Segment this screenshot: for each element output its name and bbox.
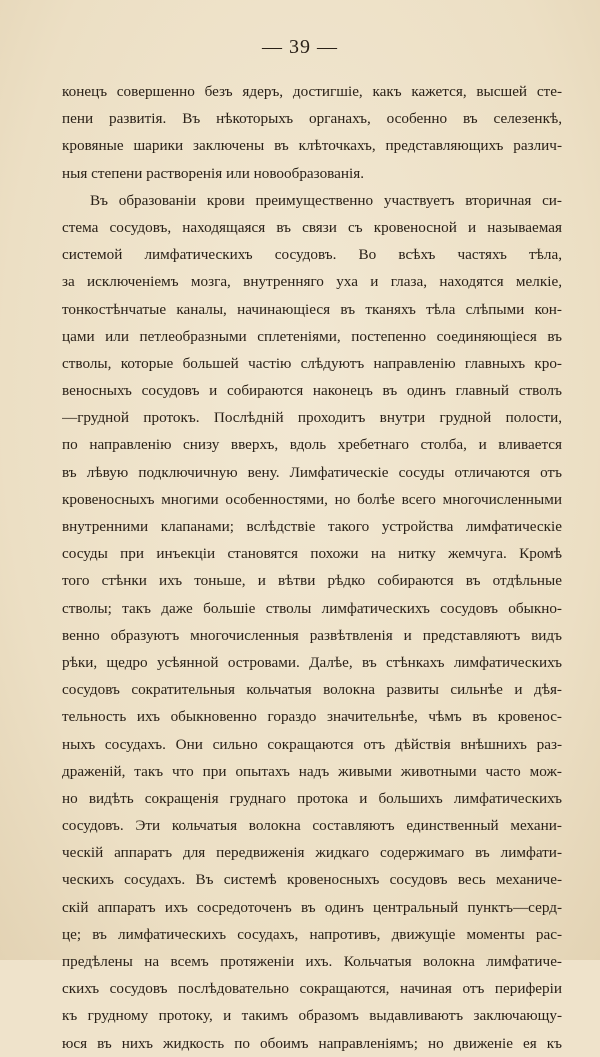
text-line: цами или петлеобразными сплетеніями, постепенно соединяющіеся въ [62, 327, 562, 345]
text-line: въ лѣвую подключичную вену. Лимфатическіе сосуды отличаются отъ [62, 463, 562, 481]
text-line: къ грудному протоку, и такимъ образомъ выдавливаютъ заключающу- [62, 1007, 562, 1025]
text-line: стема сосудовъ, находящаяся въ связи съ кровеносной и называемая [62, 218, 562, 236]
text-line: пени развитія. Въ нѣкоторыхъ органахъ, особенно въ селезенкѣ, [62, 110, 562, 128]
text-line: сосудовъ. Эти кольчатыя волокна составляютъ единственный механи- [62, 817, 562, 835]
text-line: но видѣть сокращенія груднаго протока и большихъ лимфатическихъ [62, 789, 562, 807]
text-line: по направленію снизу вверхъ, вдоль хребетнаго столба, и вливается [62, 436, 562, 454]
text-line: стволы, которые большей частію слѣдуютъ направленію главныхъ кро- [62, 354, 562, 372]
text-line: конецъ совершенно безъ ядеръ, достигшіе, какъ кажется, высшей сте- [62, 83, 562, 100]
text-line: ческій аппаратъ для передвиженія жидкаго содержимаго въ лимфати- [62, 844, 562, 862]
text-line: скихъ сосудовъ послѣдовательно сокращаются, начиная отъ периферіи [62, 980, 562, 998]
text-line: ныхъ сосудахъ. Они сильно сокращаются отъ дѣйствія внѣшнихъ раз- [62, 735, 562, 753]
text-line: стволы; такъ даже большіе стволы лимфатическихъ сосудовъ обыкно- [62, 599, 562, 617]
text-line: того стѣнки ихъ тоньше, и вѣтви рѣдко собираются въ отдѣльные [62, 572, 562, 590]
text-line: юся въ нихъ жидкость по обоимъ направленіямъ; но движеніе ея къ [62, 1034, 562, 1052]
text-line: веносныхъ сосудовъ и собираются наконецъ въ одинъ главный стволъ [62, 382, 562, 400]
text-line: внутренними клапанами; вслѣдствіе такого устройства лимфатическіе [62, 518, 562, 535]
text-line: сосуды при инъекціи становятся похожи на нитку жемчуга. Кромѣ [62, 545, 562, 563]
text-line: предѣлены на всемъ протяженіи ихъ. Кольчатыя волокна лимфатиче- [62, 953, 562, 970]
text-line: драженій, такъ что при опытахъ надъ живыми животными часто мож- [62, 762, 562, 780]
text-line: Въ образованіи крови преимущественно участвуетъ вторичная си- [90, 191, 562, 209]
text-line: системой лимфатическихъ сосудовъ. Во всѣхъ частяхъ тѣла, [62, 246, 562, 264]
text-line: венно образуютъ многочисленныя развѣтвленія и представляютъ видъ [62, 626, 562, 644]
text-line: кровяные шарики заключены въ клѣточкахъ, представляющихъ различ- [62, 137, 562, 155]
text-line: це; въ лимфатическихъ сосудахъ, напротивъ, движущіе моменты рас- [62, 925, 562, 943]
text-line: за исключеніемъ мозга, внутренняго уха и глаза, находятся мелкіе, [62, 273, 562, 291]
page-number: — 39 — [262, 36, 338, 58]
text-line: —грудной протокъ. Послѣдній проходитъ внутри грудной полости, [62, 409, 562, 427]
text-line: тельность ихъ обыкновенно гораздо значительнѣе, чѣмъ въ кровенос- [62, 708, 562, 726]
text-line: рѣки, щедро усѣянной островами. Далѣе, въ стѣнкахъ лимфатическихъ [62, 653, 562, 671]
text-line: ныя степени растворенія или новообразованія. [62, 164, 365, 182]
text-line: сосудовъ сократительныя кольчатыя волокна развиты сильнѣе и дѣя- [62, 681, 562, 699]
text-line: кровеносныхъ многими особенностями, но болѣе всего многочисленными [62, 490, 562, 508]
text-line: скій аппаратъ ихъ сосредоточенъ въ одинъ центральный пунктъ—серд- [62, 898, 562, 916]
text-line: ческихъ сосудахъ. Въ системѣ кровеносныхъ сосудовъ весь механиче- [62, 871, 562, 889]
body-text [62, 78, 562, 1057]
text-line: тонкостѣнчатые каналы, начинающіеся въ тканяхъ тѣла слѣпыми кон- [62, 300, 562, 318]
